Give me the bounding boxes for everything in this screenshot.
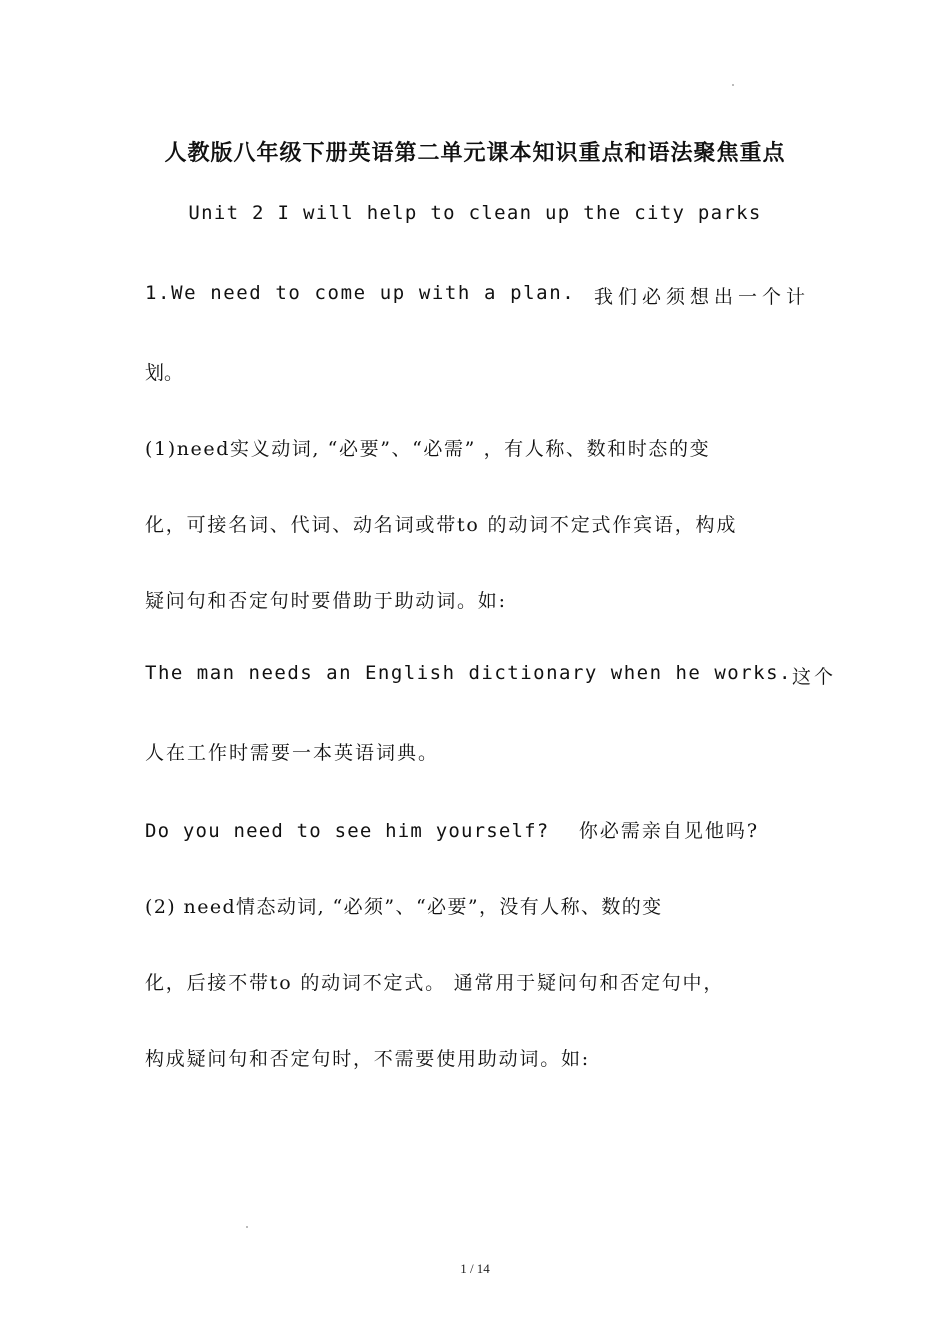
english-sentence: 1.We need to come up with a plan. xyxy=(145,282,576,304)
text-line: (1)need实义动词, “必要”、“必需” ，有人称、数和时态的变 xyxy=(145,438,711,460)
scan-mark xyxy=(246,1226,248,1228)
document-subtitle: Unit 2 I will help to clean up the city parks xyxy=(188,202,762,224)
page-number: 1 / 14 xyxy=(460,1261,490,1276)
text-line xyxy=(145,662,836,689)
text-line xyxy=(145,816,810,843)
chinese-translation: 这个 xyxy=(791,666,836,688)
text-line: 划。 xyxy=(145,362,184,384)
text-line: 化，后接不带to 的动词不定式。 通常用于疑问句和否定句中， xyxy=(145,972,725,994)
english-sentence: The man needs an English dictionary when he works. xyxy=(145,662,792,684)
text-line: 构成疑问句和否定句时，不需要使用助动词。如: xyxy=(145,1048,591,1070)
text-line: 化，可接名词、代词、动名词或带to 的动词不定式作宾语，构成 xyxy=(145,514,738,536)
scan-mark xyxy=(732,84,734,86)
text-line xyxy=(145,282,810,309)
text-line: (2) need情态动词, “必须”、“必要”，没有人称、数的变 xyxy=(145,896,663,918)
text-line: 疑问句和否定句时要借助于助动词。如: xyxy=(145,590,507,612)
chinese-translation: 你必需亲自见他吗? xyxy=(578,820,760,842)
text-line: 人在工作时需要一本英语词典。 xyxy=(145,742,440,764)
document-title: 人教版八年级下册英语第二单元课本知识重点和语法聚焦重点 xyxy=(164,141,786,166)
chinese-translation: 我们必须想出一个计 xyxy=(593,286,810,308)
english-sentence: Do you need to see him yourself? xyxy=(145,820,550,842)
